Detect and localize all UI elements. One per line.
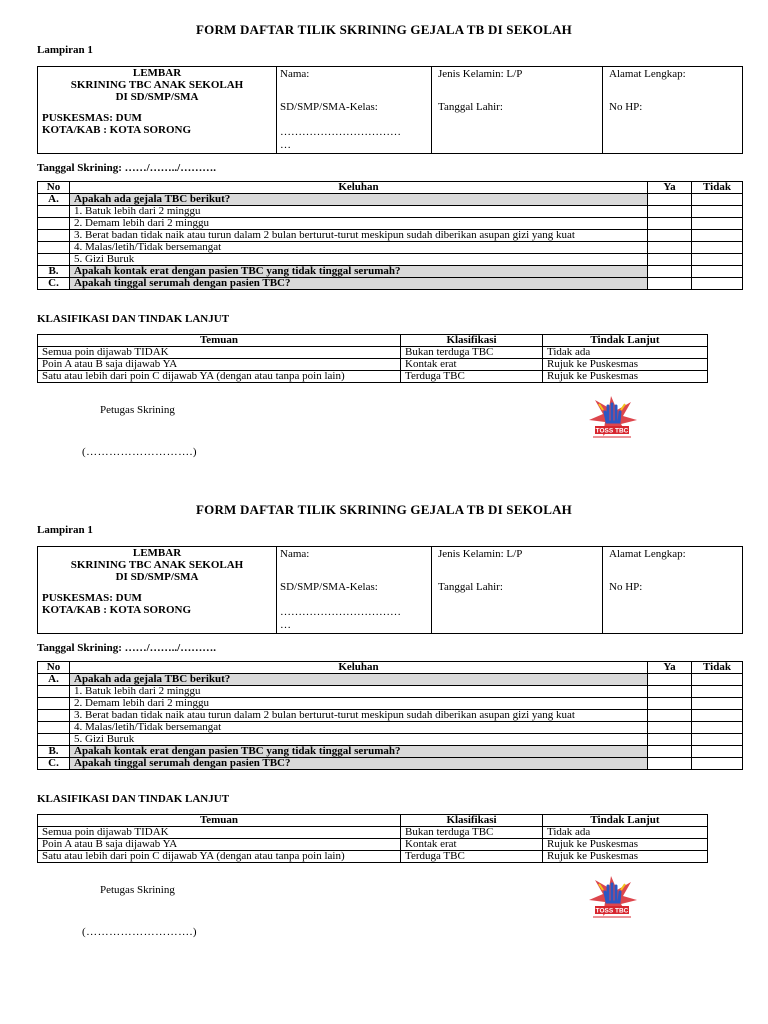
row-number: B. (38, 746, 70, 758)
symptom-text: 1. Batuk lebih dari 2 minggu (70, 206, 648, 218)
signature-line[interactable]: (……………………….) (82, 926, 198, 938)
symptom-row (38, 710, 743, 722)
symptom-row (38, 206, 743, 218)
klasifikasi-table (37, 334, 708, 383)
no-hp-label: No HP: (609, 101, 643, 113)
row-number: C. (38, 278, 70, 290)
question-row (38, 674, 743, 686)
tidak-checkbox-cell[interactable] (692, 254, 743, 266)
row-number (38, 698, 70, 710)
tidak-checkbox-cell[interactable] (692, 242, 743, 254)
jenis-kelamin-label: Jenis Kelamin: L/P (438, 68, 523, 80)
klasifikasi-rows (38, 347, 708, 383)
ya-checkbox-cell[interactable] (648, 674, 692, 686)
tindak-lanjut-cell: Tidak ada (543, 827, 708, 839)
header-tidak: Tidak (692, 182, 743, 194)
klasifikasi-row (38, 359, 708, 371)
toss-tbc-logo (581, 870, 643, 922)
form-title: FORM DAFTAR TILIK SKRINING GEJALA TB DI SEKOLAH (196, 502, 572, 517)
ya-checkbox-cell[interactable] (648, 746, 692, 758)
tidak-checkbox-cell[interactable] (692, 206, 743, 218)
header-keluhan: Keluhan (70, 182, 648, 194)
header-no: No (38, 182, 70, 194)
tidak-checkbox-cell[interactable] (692, 698, 743, 710)
klasifikasi-row (38, 347, 708, 359)
petugas-label: Petugas Skrining (100, 884, 175, 896)
tidak-checkbox-cell[interactable] (692, 686, 743, 698)
tidak-checkbox-cell[interactable] (692, 710, 743, 722)
kelas-label: SD/SMP/SMA-Kelas: (280, 101, 378, 113)
lembar-line: DI SD/SMP/SMA (115, 91, 199, 103)
symptom-row (38, 722, 743, 734)
identity-table (37, 546, 743, 634)
question-text: Apakah tinggal serumah dengan pasien TBC? (70, 278, 648, 290)
header-klasifikasi: Klasifikasi (401, 815, 543, 827)
symptom-row (38, 242, 743, 254)
header-tindak-lanjut: Tindak Lanjut (543, 335, 708, 347)
toss-tbc-logo (581, 390, 643, 442)
tindak-lanjut-cell: Rujuk ke Puskesmas (543, 371, 708, 383)
kelas-dots: …………………………… (280, 126, 401, 138)
identity-table (37, 66, 743, 154)
tidak-checkbox-cell[interactable] (692, 734, 743, 746)
tindak-lanjut-cell: Rujuk ke Puskesmas (543, 839, 708, 851)
symptom-row (38, 254, 743, 266)
kelas-dots-2: … (280, 139, 291, 151)
keluhan-table (37, 181, 743, 290)
kelas-dots: …………………………… (280, 606, 401, 618)
lembar-cell (38, 67, 277, 154)
question-row (38, 194, 743, 206)
temuan-cell: Satu atau lebih dari poin C dijawab YA (dengan atau tanpa poin lain) (38, 371, 401, 383)
ya-checkbox-cell[interactable] (648, 242, 692, 254)
tidak-checkbox-cell[interactable] (692, 722, 743, 734)
question-row (38, 266, 743, 278)
tanggal-lahir-label: Tanggal Lahir: (438, 101, 503, 113)
address-phone-cell[interactable] (603, 67, 743, 154)
alamat-label: Alamat Lengkap: (609, 68, 686, 80)
kelas-dots-2: … (280, 619, 291, 631)
question-row (38, 758, 743, 770)
ya-checkbox-cell[interactable] (648, 254, 692, 266)
header-klasifikasi: Klasifikasi (401, 335, 543, 347)
symptom-text: 3. Berat badan tidak naik atau turun dalam 2 bulan berturut-turut meskipun sudah diberikan asupan gizi yang kuat (70, 230, 648, 242)
klasifikasi-title: KLASIFIKASI DAN TINDAK LANJUT (37, 793, 230, 805)
header-ya: Ya (648, 662, 692, 674)
logo-text: TOSS TBC (595, 427, 629, 435)
klasifikasi-cell: Bukan terduga TBC (401, 347, 543, 359)
question-text: Apakah ada gejala TBC berikut? (70, 674, 648, 686)
symptom-text: 4. Malas/letih/Tidak bersemangat (70, 722, 648, 734)
klasifikasi-cell: Kontak erat (401, 839, 543, 851)
header-temuan: Temuan (38, 815, 401, 827)
row-number: A. (38, 194, 70, 206)
row-number (38, 734, 70, 746)
klasifikasi-header-row (38, 815, 708, 827)
temuan-cell: Poin A atau B saja dijawab YA (38, 359, 401, 371)
ya-checkbox-cell[interactable] (648, 758, 692, 770)
lembar-line: SKRINING TBC ANAK SEKOLAH (70, 79, 244, 91)
symptom-row (38, 698, 743, 710)
gender-dob-cell[interactable] (432, 67, 603, 154)
keluhan-header-row (38, 182, 743, 194)
alamat-label: Alamat Lengkap: (609, 548, 686, 560)
kota-label: KOTA/KAB : KOTA SORONG (42, 604, 192, 616)
tanggal-skrining: Tanggal Skrining: ……/……../………. (37, 162, 216, 174)
tidak-checkbox-cell[interactable] (692, 230, 743, 242)
row-number (38, 218, 70, 230)
tindak-lanjut-cell: Rujuk ke Puskesmas (543, 851, 708, 863)
klasifikasi-row (38, 839, 708, 851)
tidak-checkbox-cell[interactable] (692, 266, 743, 278)
row-number (38, 242, 70, 254)
nama-label: Nama: (280, 68, 310, 80)
form-1 (0, 0, 768, 480)
question-text: Apakah kontak erat dengan pasien TBC yang tidak tinggal serumah? (70, 746, 648, 758)
tidak-checkbox-cell[interactable] (692, 674, 743, 686)
klasifikasi-table (37, 814, 708, 863)
jenis-kelamin-label: Jenis Kelamin: L/P (438, 548, 523, 560)
question-row (38, 746, 743, 758)
row-number (38, 722, 70, 734)
ya-checkbox-cell[interactable] (648, 698, 692, 710)
tidak-checkbox-cell[interactable] (692, 278, 743, 290)
row-number (38, 686, 70, 698)
lembar-line: SKRINING TBC ANAK SEKOLAH (70, 559, 244, 571)
ya-checkbox-cell[interactable] (648, 230, 692, 242)
lembar-line: LEMBAR (132, 547, 182, 559)
symptom-row (38, 230, 743, 242)
header-no: No (38, 662, 70, 674)
question-text: Apakah kontak erat dengan pasien TBC yang tidak tinggal serumah? (70, 266, 648, 278)
symptom-text: 2. Demam lebih dari 2 minggu (70, 218, 648, 230)
ya-checkbox-cell[interactable] (648, 278, 692, 290)
keluhan-table (37, 661, 743, 770)
row-number (38, 206, 70, 218)
header-temuan: Temuan (38, 335, 401, 347)
tidak-checkbox-cell[interactable] (692, 194, 743, 206)
temuan-cell: Semua poin dijawab TIDAK (38, 347, 401, 359)
row-number: A. (38, 674, 70, 686)
keluhan-rows (38, 674, 743, 770)
address-phone-cell[interactable] (603, 547, 743, 634)
symptom-text: 2. Demam lebih dari 2 minggu (70, 698, 648, 710)
header-ya: Ya (648, 182, 692, 194)
klasifikasi-title: KLASIFIKASI DAN TINDAK LANJUT (37, 313, 230, 325)
row-number (38, 230, 70, 242)
keluhan-rows (38, 194, 743, 290)
row-number: C. (38, 758, 70, 770)
ya-checkbox-cell[interactable] (648, 218, 692, 230)
puskesmas-label: PUSKESMAS: DUM (42, 112, 142, 124)
kelas-label: SD/SMP/SMA-Kelas: (280, 581, 378, 593)
klasifikasi-cell: Kontak erat (401, 359, 543, 371)
klasifikasi-row (38, 851, 708, 863)
lembar-line: DI SD/SMP/SMA (115, 571, 199, 583)
keluhan-header-row (38, 662, 743, 674)
puskesmas-label: PUSKESMAS: DUM (42, 592, 142, 604)
ya-checkbox-cell[interactable] (648, 206, 692, 218)
klasifikasi-row (38, 371, 708, 383)
header-keluhan: Keluhan (70, 662, 648, 674)
symptom-text: 5. Gizi Buruk (70, 734, 648, 746)
symptom-text: 1. Batuk lebih dari 2 minggu (70, 686, 648, 698)
ya-checkbox-cell[interactable] (648, 734, 692, 746)
petugas-label: Petugas Skrining (100, 404, 175, 416)
klasifikasi-row (38, 827, 708, 839)
tidak-checkbox-cell[interactable] (692, 218, 743, 230)
tanggal-skrining: Tanggal Skrining: ……/……../………. (37, 642, 216, 654)
ya-checkbox-cell[interactable] (648, 686, 692, 698)
ya-checkbox-cell[interactable] (648, 722, 692, 734)
row-number (38, 254, 70, 266)
klasifikasi-cell: Terduga TBC (401, 371, 543, 383)
ya-checkbox-cell[interactable] (648, 710, 692, 722)
tanggal-lahir-label: Tanggal Lahir: (438, 581, 503, 593)
question-text: Apakah tinggal serumah dengan pasien TBC? (70, 758, 648, 770)
ya-checkbox-cell[interactable] (648, 266, 692, 278)
symptom-row (38, 686, 743, 698)
kota-label: KOTA/KAB : KOTA SORONG (42, 124, 192, 136)
lampiran-label: Lampiran 1 (37, 524, 93, 536)
row-number (38, 710, 70, 722)
signature-line[interactable]: (……………………….) (82, 446, 198, 458)
tidak-checkbox-cell[interactable] (692, 758, 743, 770)
temuan-cell: Poin A atau B saja dijawab YA (38, 839, 401, 851)
klasifikasi-cell: Terduga TBC (401, 851, 543, 863)
ya-checkbox-cell[interactable] (648, 194, 692, 206)
lembar-cell (38, 547, 277, 634)
symptom-row (38, 218, 743, 230)
row-number: B. (38, 266, 70, 278)
header-tidak: Tidak (692, 662, 743, 674)
symptom-row (38, 734, 743, 746)
klasifikasi-header-row (38, 335, 708, 347)
lampiran-label: Lampiran 1 (37, 44, 93, 56)
symptom-text: 3. Berat badan tidak naik atau turun dalam 2 bulan berturut-turut meskipun sudah diberikan asupan gizi yang kuat (70, 710, 648, 722)
temuan-cell: Semua poin dijawab TIDAK (38, 827, 401, 839)
tidak-checkbox-cell[interactable] (692, 746, 743, 758)
temuan-cell: Satu atau lebih dari poin C dijawab YA (dengan atau tanpa poin lain) (38, 851, 401, 863)
symptom-text: 5. Gizi Buruk (70, 254, 648, 266)
tindak-lanjut-cell: Rujuk ke Puskesmas (543, 359, 708, 371)
logo-text: TOSS TBC (595, 907, 629, 915)
klasifikasi-cell: Bukan terduga TBC (401, 827, 543, 839)
nama-kelas-cell[interactable] (277, 67, 432, 154)
lembar-line: LEMBAR (132, 67, 182, 79)
klasifikasi-rows (38, 827, 708, 863)
symptom-text: 4. Malas/letih/Tidak bersemangat (70, 242, 648, 254)
form-title: FORM DAFTAR TILIK SKRINING GEJALA TB DI SEKOLAH (196, 22, 572, 37)
question-text: Apakah ada gejala TBC berikut? (70, 194, 648, 206)
gender-dob-cell[interactable] (432, 547, 603, 634)
nama-label: Nama: (280, 548, 310, 560)
nama-kelas-cell[interactable] (277, 547, 432, 634)
header-tindak-lanjut: Tindak Lanjut (543, 815, 708, 827)
tindak-lanjut-cell: Tidak ada (543, 347, 708, 359)
question-row (38, 278, 743, 290)
form-2 (0, 480, 768, 960)
no-hp-label: No HP: (609, 581, 643, 593)
